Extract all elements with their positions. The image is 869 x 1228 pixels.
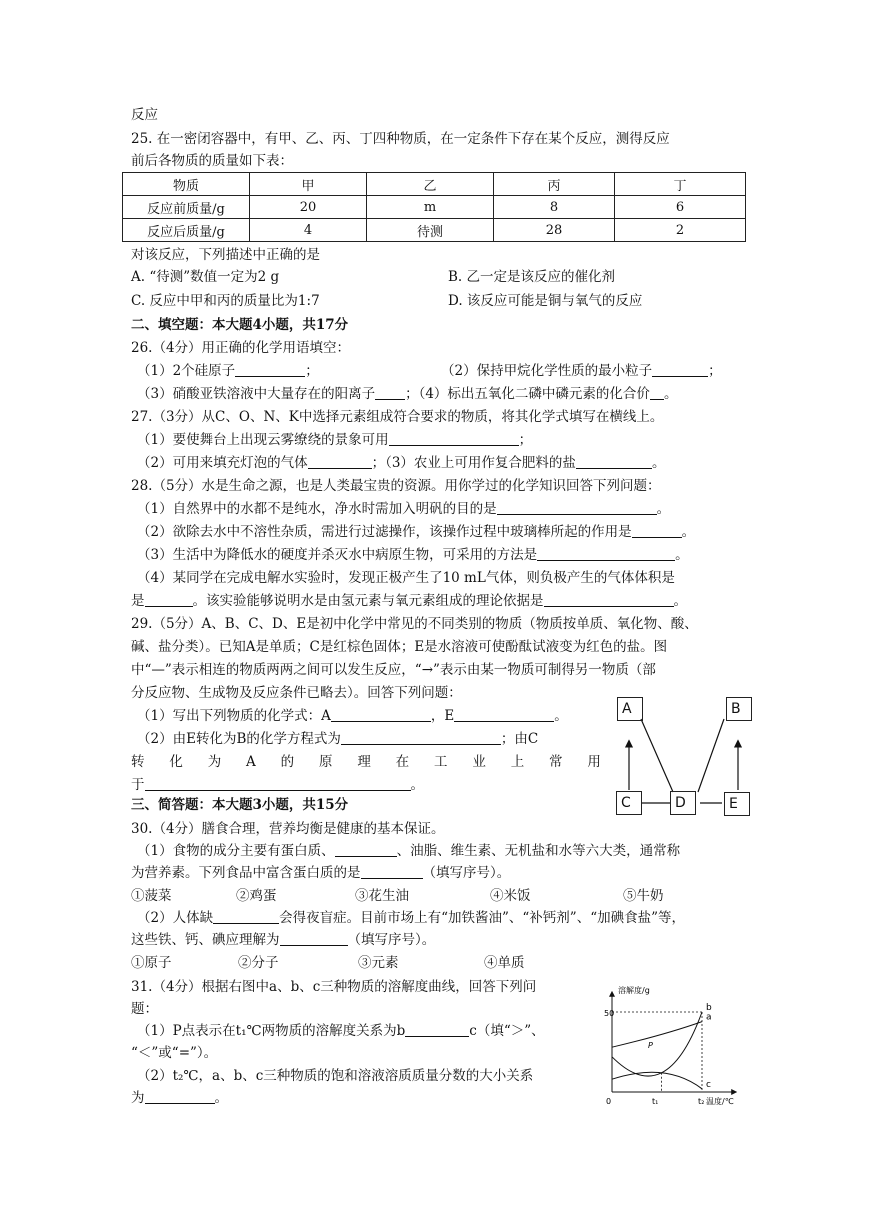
mass-table: [122, 172, 746, 242]
table-row: [123, 196, 746, 219]
table-cell: 4: [250, 219, 367, 242]
section-3-heading: 三、简答题：本大题3小题，共15分: [131, 797, 349, 813]
blank[interactable]: [405, 1023, 469, 1037]
q25-stem: 对该反应，下列描述中正确的是: [131, 247, 320, 263]
blank[interactable]: [537, 547, 675, 561]
solubility-chart: [596, 982, 746, 1110]
q26-line1: 26.（4分）用正确的化学用语填空：: [131, 340, 351, 356]
food-option: ③花生油: [355, 888, 409, 904]
diagram-box-a: A: [617, 697, 643, 721]
series-label-a: a: [706, 1012, 712, 1023]
q31-line1: 31.（4分）根据右图中a、b、c三种物质的溶解度曲线，回答下列问: [131, 979, 537, 995]
blank[interactable]: [235, 363, 305, 377]
q25-line2: 前后各物质的质量如下表：: [131, 153, 293, 169]
series-label-b: b: [706, 1003, 712, 1013]
top-line-reaction: 反应: [131, 107, 158, 123]
food-option: ④米饭: [490, 888, 531, 904]
q29-justified-line: 转 化 为 A 的 原 理 在 工 业 上 常 用: [131, 754, 601, 770]
table-row: [123, 173, 746, 196]
q28-part4: （4）某同学在完成电解水实验时，发现正极产生了10 mL气体，则负极产生的气体体积是: [137, 570, 675, 586]
blank[interactable]: [375, 386, 405, 400]
element-option: ①原子: [131, 955, 172, 971]
q26-part1: （1）2个硅原子 ；: [137, 363, 319, 379]
y-axis-label: 溶解度/g: [618, 986, 650, 995]
x-tick-label: 0: [606, 1097, 612, 1106]
q28-part1: （1）自然界中的水都不是纯水，净水时需加入明矾的目的是 。: [137, 501, 671, 517]
food-option: ⑤牛奶: [623, 888, 664, 904]
q25-line1: 25. 在一密闭容器中，有甲、乙、丙、丁四种物质，在一定条件下存在某个反应，测得反应: [131, 131, 670, 147]
q25-option-b: B. 乙一定是该反应的催化剂: [448, 269, 616, 285]
q28-part4-cont: 是 。该实验能够说明水是由氢元素与氧元素组成的理论依据是 。: [131, 593, 687, 609]
connector-a-d: [641, 719, 673, 792]
q29-part3: 于 。: [131, 777, 424, 793]
table-cell: 乙: [367, 173, 494, 196]
blank[interactable]: [145, 1090, 215, 1104]
element-option: ②分子: [238, 955, 279, 971]
q27-line1: 27.（3分）从C、O、N、K中选择元素组成符合要求的物质，将其化学式填写在横线上。: [131, 409, 664, 425]
q28-part3: （3）生活中为降低水的硬度并杀灭水中病原生物，可采用的方法是 。: [137, 547, 689, 563]
q31-part2: （2）t₂℃，a、b、c三种物质的饱和溶液溶质质量分数的大小关系: [137, 1068, 534, 1084]
diagram-box-c: C: [616, 791, 642, 815]
food-option: ①菠菜: [131, 888, 172, 904]
q26-part3: （3）硝酸亚铁溶液中大量存在的阳离子 ；（4）标出五氧化二磷中磷元素的化合价 。: [137, 386, 678, 402]
blank[interactable]: [632, 524, 682, 538]
table-cell: 丙: [494, 173, 615, 196]
blank[interactable]: [389, 432, 519, 446]
table-cell: 20: [250, 196, 367, 219]
blank[interactable]: [497, 501, 657, 515]
blank[interactable]: [213, 910, 279, 924]
q26-part2: （2）保持甲烷化学性质的最小粒子 ；: [441, 363, 722, 379]
q31-line2: 题：: [131, 1001, 158, 1017]
element-option: ④单质: [484, 955, 525, 971]
q29-line1: 29.（5分）A、B、C、D、E是初中化学中常见的不同类别的物质（物质按单质、氧化物、酸、: [131, 616, 698, 632]
blank[interactable]: [361, 865, 423, 879]
table-cell: 2: [615, 219, 746, 242]
q31-part1: （1）P点表示在t₁℃两物质的溶解度关系为b c（填“＞”、: [137, 1023, 545, 1039]
blank[interactable]: [576, 455, 652, 469]
diagram-box-e: E: [724, 792, 750, 816]
q29-part2: （2）由E转化为B的化学方程式为 ；由C: [137, 731, 539, 747]
q27-part2: （2）可用来填充灯泡的气体 ；（3）农业上可用作复合肥料的盐 。: [137, 455, 666, 471]
table-cell: m: [367, 196, 494, 219]
blank[interactable]: [280, 932, 348, 946]
blank[interactable]: [454, 708, 554, 722]
q31-part1-cont: “＜”或“=”）。: [131, 1045, 218, 1061]
q28-line1: 28.（5分）水是生命之源，也是人类最宝贵的资源。用你学过的化学知识回答下列问题：: [131, 478, 661, 494]
table-cell: 6: [615, 196, 746, 219]
blank[interactable]: [652, 363, 708, 377]
connector-b-d: [698, 719, 724, 792]
q28-part2: （2）欲除去水中不溶性杂质，需进行过滤操作，该操作过程中玻璃棒所起的作用是 。: [137, 524, 696, 540]
q29-line3: 中“—”表示相连的物质两两之间可以发生反应，“→”表示由某一物质可制得另一物质（部: [131, 662, 656, 678]
y-tick-label: 50: [604, 1009, 615, 1018]
q30-part1-cont: 为营养素。下列食品中富含蛋白质的是 （填写序号）。: [131, 865, 511, 881]
q30-part2: （2）人体缺 会得夜盲症。目前市场上有“加铁酱油”、“补钙剂”、“加碘食盐”等，: [137, 910, 686, 926]
table-cell: 反应后质量/g: [123, 219, 250, 242]
diagram-box-d: D: [670, 791, 696, 815]
q25-option-c: C. 反应中甲和丙的质量比为1:7: [131, 293, 320, 309]
table-cell: 28: [494, 219, 615, 242]
table-cell: 甲: [250, 173, 367, 196]
food-option: ②鸡蛋: [236, 888, 277, 904]
q31-part2-cont: 为 。: [131, 1090, 228, 1106]
blank[interactable]: [145, 593, 193, 607]
table-cell: 反应前质量/g: [123, 196, 250, 219]
q30-line1: 30.（4分）膳食合理，营养均衡是健康的基本保证。: [131, 821, 445, 837]
section-2-heading: 二、填空题：本大题4小题，共17分: [131, 317, 349, 333]
blank[interactable]: [544, 593, 674, 607]
blank[interactable]: [331, 708, 431, 722]
x-axis-label: 温度/℃: [706, 1097, 734, 1106]
q25-option-a: A. “待测”数值一定为2 g: [131, 269, 280, 285]
series-label-c: c: [706, 1079, 711, 1090]
q30-part2-cont: 这些铁、钙、碘应理解为 （填写序号）。: [131, 932, 436, 948]
table-row: [123, 219, 746, 242]
q29-part1: （1）写出下列物质的化学式：A ，E 。: [137, 708, 568, 724]
x-tick-label: t₂: [698, 1097, 705, 1106]
q29-line2: 碱、盐分类）。已知A是单质；C是红棕色固体；E是水溶液可使酚酞试液变为红色的盐。图: [131, 639, 668, 655]
blank[interactable]: [341, 731, 501, 745]
table-cell: 物质: [123, 173, 250, 196]
blank[interactable]: [335, 843, 397, 857]
table-cell: 丁: [615, 173, 746, 196]
q25-option-d: D. 该反应可能是铜与氧气的反应: [448, 293, 643, 309]
x-tick-label: t₁: [652, 1097, 659, 1106]
point-p-label: P: [648, 1041, 653, 1050]
blank[interactable]: [308, 455, 372, 469]
diagram-box-b: B: [726, 697, 752, 721]
q27-part1: （1）要使舞台上出现云雾缭绕的景象可用 ；: [137, 432, 533, 448]
element-option: ③元素: [358, 955, 399, 971]
q30-part1: （1）食物的成分主要有蛋白质、 、油脂、维生素、无机盐和水等六大类，通常称: [137, 843, 681, 859]
q29-line4: 分反应物、生成物及反应条件已略去）。回答下列问题：: [131, 685, 462, 701]
table-cell: 8: [494, 196, 615, 219]
table-cell: 待测: [367, 219, 494, 242]
blank[interactable]: [145, 777, 411, 791]
blank[interactable]: [650, 386, 664, 400]
